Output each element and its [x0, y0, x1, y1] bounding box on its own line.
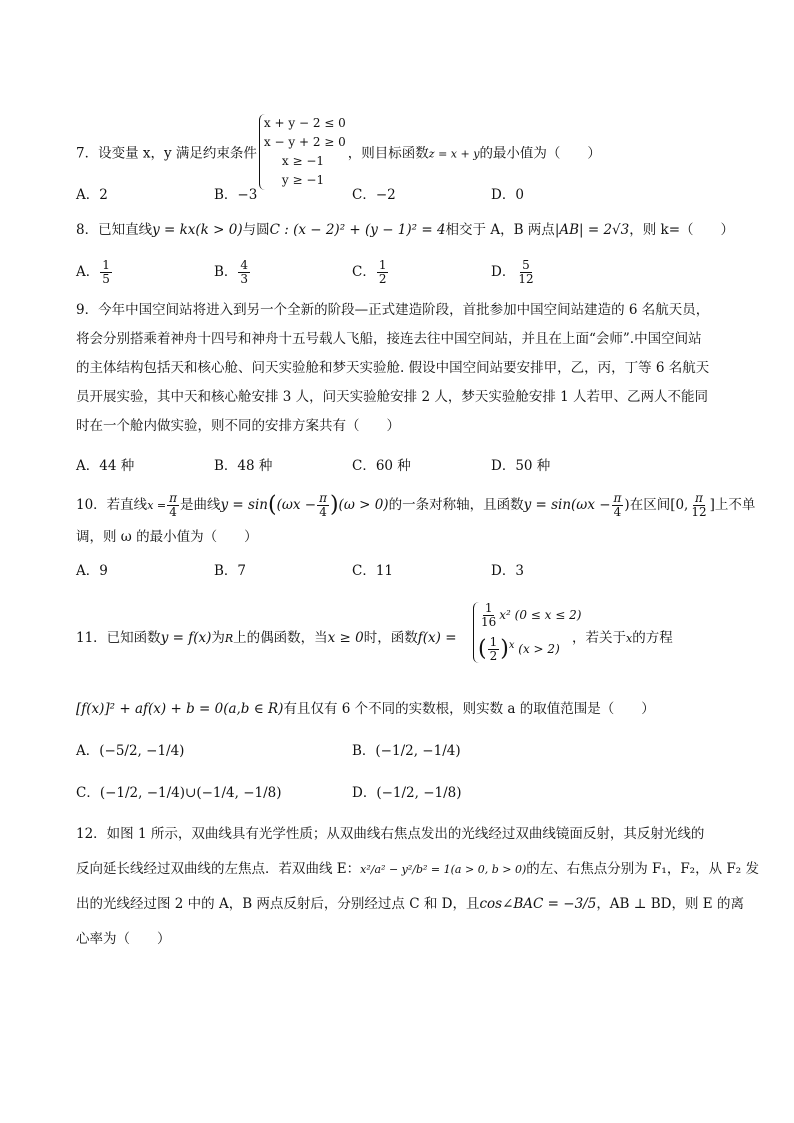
question-11: 11．已知函数y = f(x)为R上的偶函数，当x ≥ 0时，函数f(x) = $\frac{1}{16}$ x² (0 ≤ x ≤ 2) ( $\frac{1}{2}$ )$^x$ (x > 2) ，若关于x的方程	[76, 601, 673, 663]
q9-line-5: 时在一个舱内做实验，则不同的安排方案共有（ ）	[76, 418, 400, 434]
q9-option-b[interactable]: B．48 种	[214, 458, 273, 474]
q8-option-a[interactable]: A． $\frac{1}{5}$	[76, 258, 110, 286]
q10-cond: (ω > 0)	[338, 497, 389, 513]
q11-option-d[interactable]: D．(−1/2, −1/8)	[352, 785, 462, 801]
q10-text-4: 在区间	[629, 497, 671, 513]
q10-text-1: 10．若直线	[76, 497, 148, 513]
q7-constraint-3: x ≥ −1	[281, 154, 325, 168]
q9-options	[76, 455, 726, 477]
q11-option-b[interactable]: B．(−1/2, −1/4)	[352, 743, 461, 759]
q12-line-3: 出的光线经过图 2 中的 A，B 两点反射后，分别经过点 C 和 D，且cos∠BAC = −3/5，AB ⊥ BD，则 E 的离	[76, 896, 744, 912]
question-12	[76, 817, 759, 957]
q10-func: y = sin(ωx −	[523, 497, 611, 513]
q7-options	[76, 184, 726, 206]
q10-curve: y = sin	[220, 497, 268, 513]
q7-constraint-4: y ≥ −1	[281, 173, 325, 187]
q9-line-2: 将会分别搭乘着神舟十四号和神舟十五号载人飞船，接连去往中国空间站，并且在上面“会师”.中国空间站	[76, 331, 702, 347]
q10-option-b[interactable]: B．7	[214, 563, 247, 579]
q8-chord: |AB| = 2√3	[554, 222, 630, 238]
q7-prefix: 7．设变量 x，y 满足约束条件	[76, 145, 257, 162]
q11-text-7: 有且仅有 6 个不同的实数根，则实数 a 的取值范围是（ ）	[283, 701, 655, 717]
q7-option-b[interactable]: B．−3	[214, 187, 258, 203]
q10-interval: [0,	[670, 497, 689, 513]
q7-suffix: 的最小值为（ ）	[479, 145, 601, 162]
q12-cos: cos∠BAC = −3/5	[479, 896, 597, 912]
q11-line-2	[76, 699, 726, 719]
q7-option-c[interactable]: C．−2	[352, 187, 396, 203]
q9-option-a[interactable]: A．44 种	[76, 458, 135, 474]
q7-constraint-2: x − y + 2 ≥ 0	[263, 135, 346, 149]
q11-options-row-1	[76, 740, 726, 762]
q11-option-a[interactable]: A．(−5/2, −1/4)	[76, 743, 185, 759]
q10-option-a[interactable]: A．9	[76, 563, 108, 579]
q10-text-3: 的一条对称轴，且函数	[388, 497, 524, 513]
q8-text-2: 与圆	[242, 222, 270, 238]
q9-option-d[interactable]: D．50 种	[491, 458, 551, 474]
q10-text-2: 是曲线	[180, 497, 221, 513]
question-8	[76, 220, 735, 240]
q11-f: y = f(x)	[160, 630, 212, 646]
q8-option-c[interactable]: C． $\frac{1}{2}$	[352, 258, 387, 286]
q7-mid: ，则目标函数	[347, 145, 429, 162]
q9-option-c[interactable]: C．60 种	[352, 458, 411, 474]
question-9	[76, 296, 726, 441]
q9-line-1: 9．今年中国空间站将进入到另一个全新的阶段—正式建造阶段，首批参加中国空间站建造的 6 名航天员，	[76, 302, 710, 318]
question-10: 10．若直线x = $\frac{\pi}{4}$ 是曲线y = sin((ωx − $\frac{\pi}{4}$ )(ω > 0)的一条对称轴，且函数y = sin(ωx − $\frac{\pi}{4}$ )在区间[0, $\frac{\pi}{12}$ ]上不单	[76, 491, 756, 519]
q11-option-c[interactable]: C．(−1/2, −1/4)∪(−1/4, −1/8)	[76, 785, 282, 801]
question-7	[76, 86, 726, 187]
q8-text-3: 相交于 A，B 两点	[445, 222, 555, 238]
q8-option-b[interactable]: B． $\frac{4}{3}$	[214, 258, 249, 286]
q10-option-c[interactable]: C．11	[352, 563, 394, 579]
q7-objective: z = x + y	[428, 147, 480, 161]
q8-text-4: ，则 k=（ ）	[629, 222, 735, 238]
q10-x-eq: x =	[147, 499, 167, 512]
q12-line-4: 心率为（ ）	[76, 931, 171, 947]
q12-line-2: 反向延长线经过双曲线的左焦点．若双曲线 E：x²/a² − y²/b² = 1(a > 0, b > 0)的左、右焦点分别为 F₁，F₂，从 F₂ 发	[76, 861, 759, 877]
q8-options	[76, 259, 726, 289]
q11-options-row-2	[76, 782, 726, 804]
q10-text-5: 上不单	[714, 497, 756, 513]
q7-constraint-system	[259, 114, 346, 190]
q10-options	[76, 560, 726, 582]
q7-option-a[interactable]: A．2	[76, 187, 108, 203]
q8-option-d[interactable]: D． $\frac{5}{12}$	[491, 258, 534, 286]
q7-option-d[interactable]: D．0	[491, 187, 524, 203]
q8-circle-eq: C : (x − 2)² + (y − 1)² = 4	[269, 222, 446, 238]
q9-line-3: 的主体结构包括天和核心舱、问天实验舱和梦天实验舱. 假设中国空间站要安排甲，乙，丙，丁等 6 名航天	[76, 360, 710, 376]
q11-equation: [f(x)]² + af(x) + b = 0(a,b ∈ R)	[76, 701, 284, 717]
q12-hyperbola: x²/a² − y²/b² = 1(a > 0, b > 0)	[360, 863, 527, 876]
q12-line-1: 12．如图 1 所示，双曲线具有光学性质；从双曲线右焦点发出的光线经过双曲线镜面反射，其反射光线的	[76, 826, 705, 842]
q11-fx: f(x) =	[417, 630, 457, 646]
q8-text-1: 8．已知直线	[76, 222, 153, 238]
q7-constraint-1: x + y − 2 ≤ 0	[263, 116, 346, 130]
q9-line-4: 员开展实验，其中天和核心舱安排 3 人，问天实验舱安排 2 人，梦天实验舱安排 1 人若甲、乙两人不能同	[76, 389, 709, 405]
q10-option-d[interactable]: D．3	[491, 563, 524, 579]
q10-line-2: 调，则 ω 的最小值为（ ）	[76, 529, 258, 545]
q11-text-5: ，若关于	[572, 630, 626, 646]
q11-text-1: 11．已知函数	[76, 630, 161, 646]
q11-piecewise: $\frac{1}{16}$ x² (0 ≤ x ≤ 2) ( $\frac{1}{2}$ )$^x$ (x > 2)	[473, 602, 581, 663]
q8-line-eq: y = kx(k > 0)	[152, 222, 243, 238]
